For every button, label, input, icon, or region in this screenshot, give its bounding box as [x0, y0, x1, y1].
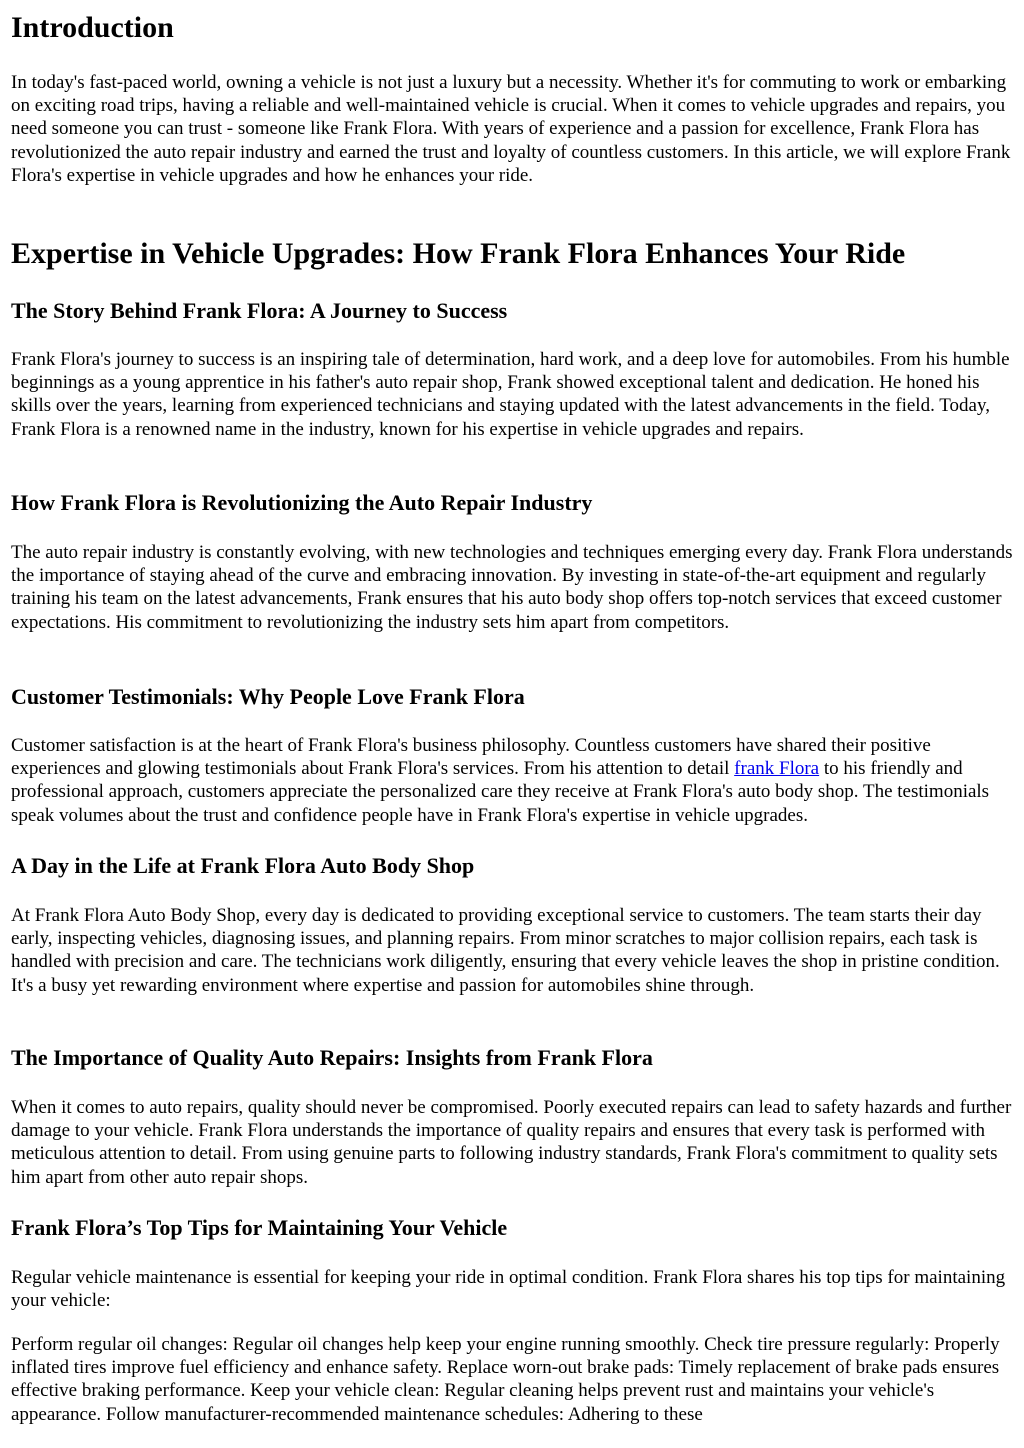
- frank-flora-link[interactable]: frank Flora: [734, 758, 820, 780]
- testimonials-paragraph: [11, 734, 1015, 827]
- story-heading: The Story Behind Frank Flora: A Journey to Success: [11, 298, 508, 323]
- tips-heading: Frank Flora’s Top Tips for Maintaining Your Vehicle: [11, 1215, 508, 1240]
- testimonials-text-after: to his friendly and professional approach, customers appreciate the personalized care they receive at Frank Flora's auto body shop. The testimonials speak volumes about the trust and confidence people have in Frank Flora's expertise in vehicle upgrades.: [11, 758, 990, 826]
- intro-paragraph: In today's fast-paced world, owning a vehicle is not just a luxury but a necessity. Whether it's for commuting to work or embarking on exciting road trips, having a reliable and well-maintained vehicle is crucial. When it comes to vehicle upgrades and repairs, you need someone you can trust - someone like Frank Flora. With years of experience and a passion for excellence, Frank Flora has revolutionized the auto repair industry and earned the trust and loyalty of countless customers. In this article, we will explore Frank Flora's expertise in vehicle upgrades and how he enhances your ride.: [11, 72, 1011, 186]
- intro-heading: Introduction: [11, 11, 174, 44]
- revolution-paragraph: The auto repair industry is constantly evolving, with new technologies and techniques emerging every day. Frank Flora understands the importance of staying ahead of the curve and embracing innovation. By investing in state-of-the-art equipment and regularly training his team on the latest advancements, Frank ensures that his auto body shop offers top-notch services that exceed customer expectations. His commitment to revolutionizing the industry sets him apart from competitors.: [11, 542, 1013, 633]
- quality-paragraph: When it comes to auto repairs, quality should never be compromised. Poorly executed repairs can lead to safety hazards and further damage to your vehicle. Frank Flora understands the importance of quality repairs and ensures that every task is performed with meticulous attention to detail. From using genuine parts to following industry standards, Frank Flora's commitment to quality sets him apart from other auto repair shops.: [11, 1097, 1012, 1188]
- testimonials-text-before: Customer satisfaction is at the heart of Frank Flora's business philosophy. Countless customers have shared their positive experiences and glowing testimonials about Frank Flora's services. From his attention to detail: [11, 735, 931, 780]
- testimonials-heading: Customer Testimonials: Why People Love Frank Flora: [11, 684, 525, 709]
- quality-heading: The Importance of Quality Auto Repairs: Insights from Frank Flora: [11, 1045, 653, 1070]
- revolution-heading: How Frank Flora is Revolutionizing the Auto Repair Industry: [11, 490, 593, 515]
- tips-list-paragraph: Perform regular oil changes: Regular oil changes help keep your engine running smoothly. Check tire pressure regularly: Properly inflated tires improve fuel efficiency and enhance safety. Replace worn-out brake pads: Timely replacement of brake pads ensures effective braking performance. Keep your vehicle clean: Regular cleaning helps prevent rust and maintains your vehicle's appearance. Follow manufacturer-recommended maintenance schedules: Adhering to these: [11, 1334, 1000, 1425]
- story-paragraph: Frank Flora's journey to success is an inspiring tale of determination, hard work, and a deep love for automobiles. From his humble beginnings as a young apprentice in his father's auto repair shop, Frank showed exceptional talent and dedication. He honed his skills over the years, learning from experienced technicians and staying updated with the latest advancements in the field. Today, Frank Flora is a renowned name in the industry, known for his expertise in vehicle upgrades and repairs.: [11, 349, 1010, 440]
- tips-paragraph: Regular vehicle maintenance is essential for keeping your ride in optimal condition. Frank Flora shares his top tips for maintaining your vehicle:: [11, 1267, 1006, 1312]
- day-in-life-paragraph: At Frank Flora Auto Body Shop, every day is dedicated to providing exceptional service to customers. The team starts their day early, inspecting vehicles, diagnosing issues, and planning repairs. From minor scratches to major collision repairs, each task is handled with precision and care. The technicians work diligently, ensuring that every vehicle leaves the shop in pristine condition. It's a busy yet rewarding environment where expertise and passion for automobiles shine through.: [11, 905, 1000, 996]
- main-heading: Expertise in Vehicle Upgrades: How Frank Flora Enhances Your Ride: [11, 237, 906, 270]
- day-in-life-heading: A Day in the Life at Frank Flora Auto Body Shop: [11, 853, 475, 878]
